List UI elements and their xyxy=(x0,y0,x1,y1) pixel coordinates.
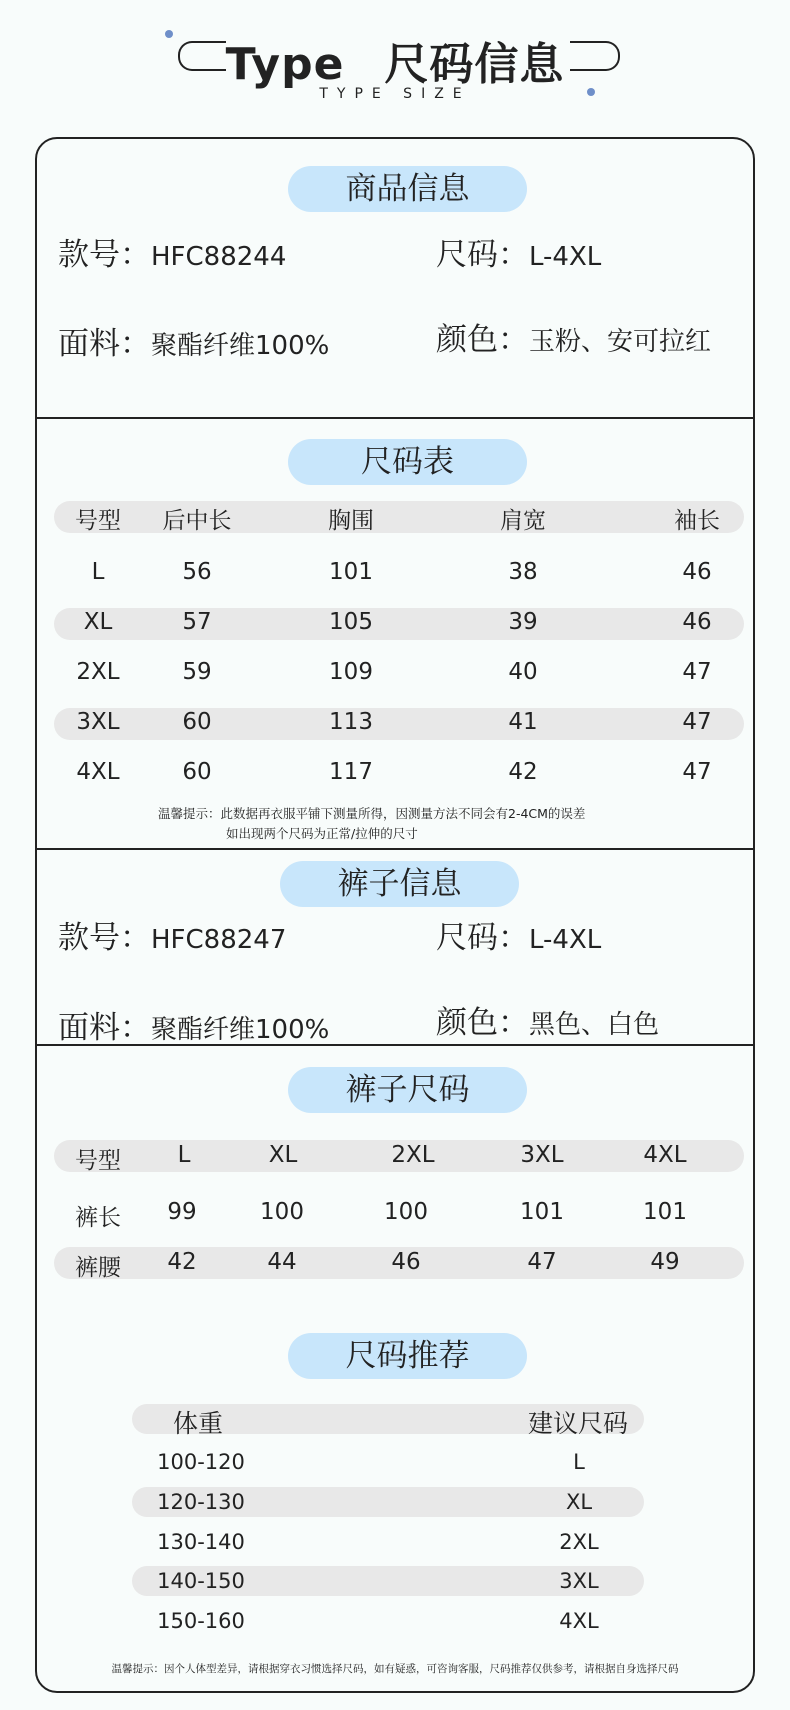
recommend-cell: 2XL xyxy=(559,1530,599,1554)
size-chart-cell: 47 xyxy=(682,759,712,785)
pants-size-header: 号型 xyxy=(75,1148,121,1174)
badge-size-chart: 尺码表 xyxy=(288,439,527,485)
badge-pants-size: 裤子尺码 xyxy=(288,1067,527,1113)
pants-size-cell: 101 xyxy=(520,1199,564,1225)
size-chart-cell: 2XL xyxy=(76,659,120,685)
size-chart-cell: 60 xyxy=(182,709,212,735)
pants-size-header: 3XL xyxy=(520,1142,564,1168)
size-chart-cell: 109 xyxy=(329,659,373,685)
page-title-cn: 尺码信息 xyxy=(384,39,565,90)
product-color-row xyxy=(436,314,711,359)
size-chart-header: 胸围 xyxy=(328,508,374,534)
pants-style-value: HFC88247 xyxy=(151,925,287,955)
pants-size-cell: 49 xyxy=(650,1249,680,1275)
size-chart-cell: 40 xyxy=(508,659,538,685)
recommend-cell: 140-150 xyxy=(157,1569,245,1593)
pants-style-label: 款号： xyxy=(58,920,151,956)
pants-size-cell: 裤长 xyxy=(75,1205,121,1231)
pants-size-cell: 46 xyxy=(391,1249,421,1275)
size-chart-cell: 41 xyxy=(508,709,538,735)
product-size-value: L-4XL xyxy=(529,242,602,272)
pants-size-cell: 100 xyxy=(260,1199,304,1225)
section-divider-2 xyxy=(37,848,753,850)
size-chart-cell: 47 xyxy=(682,709,712,735)
size-chart-cell: 42 xyxy=(508,759,538,785)
section-divider-1 xyxy=(37,417,753,419)
recommend-cell: 100-120 xyxy=(157,1450,245,1474)
pants-color-value: 黑色、白色 xyxy=(529,1010,660,1040)
pants-size-value: L-4XL xyxy=(529,925,602,955)
page-title-en: Type xyxy=(225,39,345,90)
pants-fabric-label: 面料： xyxy=(58,1010,151,1046)
size-chart-cell: 113 xyxy=(329,709,373,735)
pants-fabric-row xyxy=(58,1002,329,1047)
pants-size-cell: 44 xyxy=(267,1249,297,1275)
recommend-cell: 3XL xyxy=(559,1569,599,1593)
size-chart-cell: 57 xyxy=(182,609,212,635)
pants-size-header: L xyxy=(177,1142,191,1168)
size-chart-cell: 47 xyxy=(682,659,712,685)
page-title xyxy=(0,28,790,92)
badge-size-recommend: 尺码推荐 xyxy=(288,1333,527,1379)
pants-size-cell: 100 xyxy=(384,1199,428,1225)
recommend-header: 建议尺码 xyxy=(527,1409,628,1438)
size-chart-cell: XL xyxy=(83,609,113,635)
size-chart-cell: 4XL xyxy=(76,759,120,785)
recommend-cell: L xyxy=(573,1450,585,1474)
size-chart-cell: 105 xyxy=(329,609,373,635)
size-chart-cell: 56 xyxy=(182,559,212,585)
product-fabric-value: 聚酯纤维100% xyxy=(151,331,330,361)
size-chart-note-2: 如出现两个尺码为正常/拉伸的尺寸 xyxy=(226,826,418,841)
size-chart-cell: 60 xyxy=(182,759,212,785)
recommend-cell: 120-130 xyxy=(157,1490,245,1514)
pants-size-cell: 47 xyxy=(527,1249,557,1275)
product-color-label: 颜色： xyxy=(436,322,529,358)
product-style-row xyxy=(58,229,286,274)
pants-size-header: XL xyxy=(268,1142,298,1168)
size-chart-header: 号型 xyxy=(75,508,121,534)
recommend-cell: 150-160 xyxy=(157,1609,245,1633)
size-chart-cell: 39 xyxy=(508,609,538,635)
pants-fabric-value: 聚酯纤维100% xyxy=(151,1015,330,1045)
product-color-value: 玉粉、安可拉红 xyxy=(529,327,712,357)
size-chart-header: 肩宽 xyxy=(500,508,546,534)
pants-size-cell: 裤腰 xyxy=(75,1255,121,1281)
pants-size-label: 尺码： xyxy=(436,920,529,956)
product-fabric-label: 面料： xyxy=(58,326,151,362)
size-chart-cell: 38 xyxy=(508,559,538,585)
size-chart-note-1: 温馨提示：此数据再衣服平铺下测量所得，因测量方法不同会有2-4CM的误差 xyxy=(158,806,586,821)
recommend-cell: 4XL xyxy=(559,1609,599,1633)
product-size-row xyxy=(436,229,601,274)
recommend-cell: 130-140 xyxy=(157,1530,245,1554)
pants-size-header: 4XL xyxy=(643,1142,687,1168)
recommend-note: 温馨提示：因个人体型差异，请根据穿衣习惯选择尺码，如有疑惑，可咨询客服，尺码推荐仅供参考，请根据自身选择尺码 xyxy=(111,1663,679,1675)
pants-color-label: 颜色： xyxy=(436,1005,529,1041)
size-chart-cell: 117 xyxy=(329,759,373,785)
recommend-cell: XL xyxy=(565,1490,593,1514)
pants-color-row xyxy=(436,997,659,1042)
size-chart-cell: 3XL xyxy=(76,709,120,735)
product-style-label: 款号： xyxy=(58,237,151,273)
badge-pants-info: 裤子信息 xyxy=(280,861,519,907)
product-style-value: HFC88244 xyxy=(151,242,287,272)
size-chart-cell: 101 xyxy=(329,559,373,585)
product-fabric-row xyxy=(58,318,329,363)
product-size-label: 尺码： xyxy=(436,237,529,273)
size-chart-cell: L xyxy=(91,559,105,585)
size-chart-header: 后中长 xyxy=(162,508,232,534)
recommend-header: 体重 xyxy=(172,1409,223,1438)
pants-size-row xyxy=(436,912,601,957)
size-chart-cell: 46 xyxy=(682,559,712,585)
size-chart-cell: 59 xyxy=(182,659,212,685)
badge-product-info: 商品信息 xyxy=(288,166,527,212)
pants-size-cell: 42 xyxy=(167,1249,197,1275)
size-chart-cell: 46 xyxy=(682,609,712,635)
pants-size-cell: 99 xyxy=(167,1199,197,1225)
pants-size-header: 2XL xyxy=(391,1142,435,1168)
size-chart-header: 袖长 xyxy=(674,508,720,534)
page-subtitle: TYPE SIZE xyxy=(319,86,471,102)
pants-size-cell: 101 xyxy=(643,1199,687,1225)
pants-style-row xyxy=(58,912,286,957)
